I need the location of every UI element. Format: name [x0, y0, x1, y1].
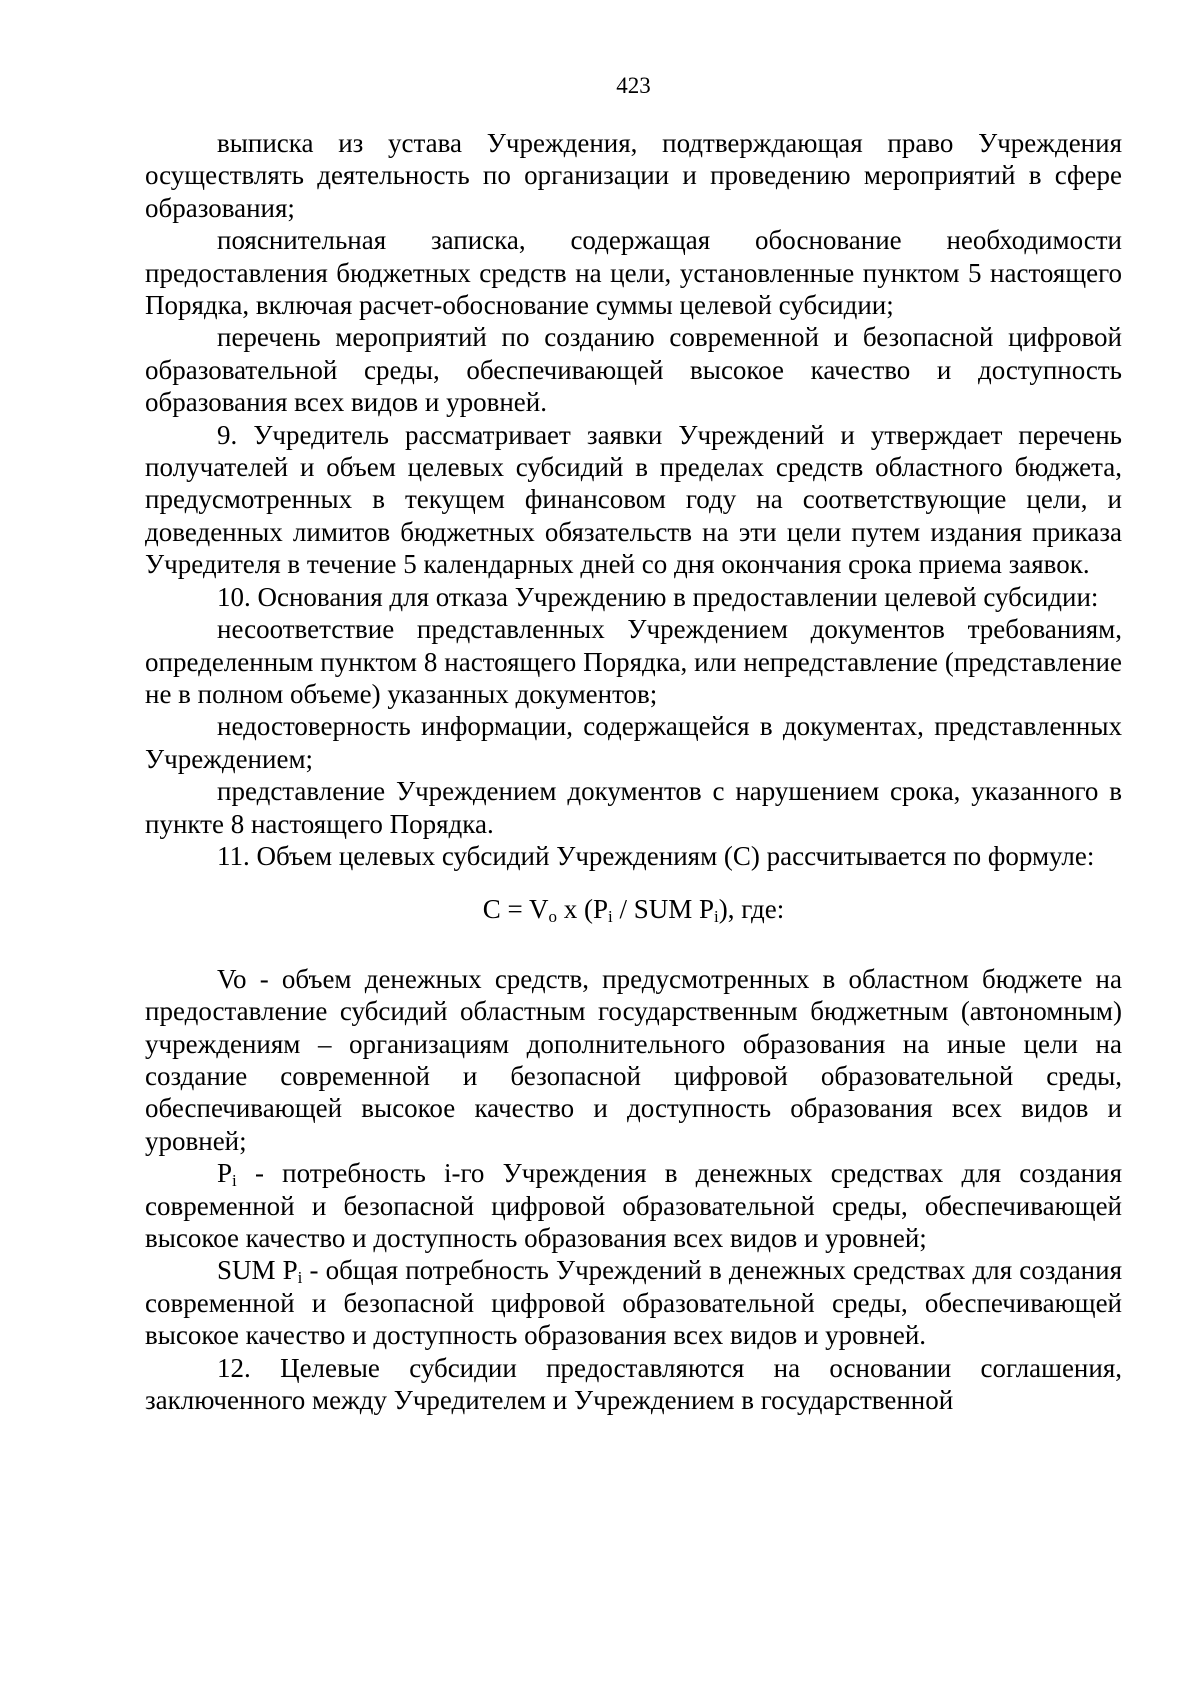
paragraph-refusal-reason-2: недостоверность информации, содержащейся в документах, представленных Учреждением; — [145, 711, 1122, 774]
formula-mid-1: x (P — [557, 894, 609, 925]
formula-tail: ), где: — [718, 894, 785, 925]
document-body — [145, 127, 1122, 1416]
definition-vo: Vo - объем денежных средств, предусмотренных в областном бюджете на предоставление субсидий областным государственным бюджетным (автономным) учреждениям – организациям дополнительного образования на иные цели на создание современной и безопасной цифровой образовательной среды, обеспечивающей высокое качество и доступность образования всех видов и уровней; — [145, 963, 1122, 1156]
definition-pi-text: - потребность i-го Учреждения в денежных средствах для создания современной и безопасной цифровой образовательной среды, обеспечивающей высокое качество и доступность образования всех видов и уровней; — [145, 1158, 1122, 1253]
definition-pi-sub: i — [232, 1171, 237, 1191]
formula-sub-i-2: i — [714, 907, 719, 927]
paragraph-explanatory-note: пояснительная записка, содержащая обоснование необходимости предоставления бюджетных средств на цели, установленные пунктом 5 настоящего Порядка, включая расчет-обоснование суммы целевой субсидии; — [145, 225, 1122, 321]
definition-sum-symbol: SUM P — [217, 1255, 298, 1286]
paragraph-clause-9: 9. Учредитель рассматривает заявки Учреждений и утверждает перечень получателей и объем целевых субсидий в пределах средств областного бюджета, предусмотренных в текущем финансовом году на соответствующие цели, и доведенных лимитов бюджетных обязательств на эти цели путем издания приказа Учредителя в течение 5 календарных дней со дня окончания срока приема заявок. — [145, 419, 1122, 580]
paragraph-clause-12: 12. Целевые субсидии предоставляются на основании соглашения, заключенного между Учредителем и Учреждением в государственной — [145, 1352, 1122, 1416]
paragraph-charter-extract: выписка из устава Учреждения, подтверждающая право Учреждения осуществлять деятельность по организации и проведению мероприятий в сфере образования; — [145, 128, 1122, 223]
paragraph-clause-11: 11. Объем целевых субсидий Учреждениям (C) рассчитывается по формуле: — [217, 840, 1095, 871]
page-number: 423 — [616, 73, 651, 98]
definition-sum-pi — [145, 1254, 1122, 1351]
paragraph-clause-10: 10. Основания для отказа Учреждению в предоставлении целевой субсидии: — [217, 581, 1099, 612]
definition-pi — [145, 1157, 1122, 1254]
formula-sub-o: o — [548, 907, 557, 927]
formula-lhs: C = V — [482, 894, 549, 925]
paragraph-refusal-reason-3: представление Учреждением документов с нарушением срока, указанного в пункте 8 настоящего Порядка. — [145, 776, 1122, 839]
subsidy-formula — [145, 872, 1122, 962]
definition-sum-text: - общая потребность Учреждений в денежных средствах для создания современной и безопасной цифровой образовательной среды, обеспечивающей высокое качество и доступность образования всех видов и уровней. — [145, 1255, 1122, 1351]
paragraph-activities-list: перечень мероприятий по созданию современной и безопасной цифровой образовательной среды, обеспечивающей высокое качество и доступность образования всех видов и уровней. — [145, 322, 1122, 418]
definition-sum-sub: i — [297, 1268, 303, 1288]
definition-pi-symbol: P — [217, 1158, 233, 1189]
formula-mid-2: / SUM P — [612, 894, 715, 925]
formula-sub-i-1: i — [608, 907, 613, 927]
paragraph-refusal-reason-1: несоответствие представленных Учреждением документов требованиям, определенным пунктом 8 настоящего Порядка, или непредставление (представление не в полном объеме) указанных документов; — [145, 614, 1122, 709]
